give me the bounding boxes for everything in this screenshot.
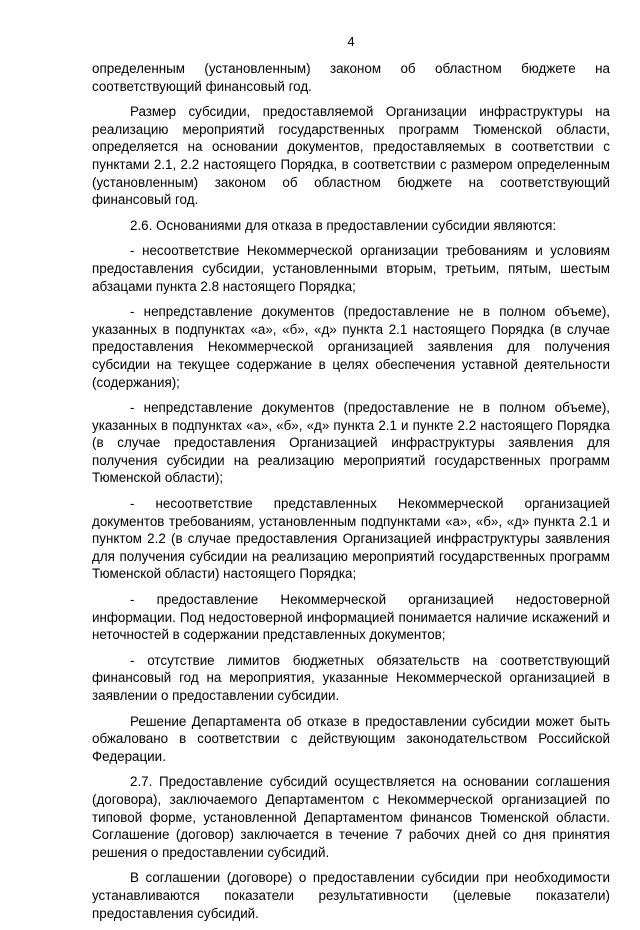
list-item: - непредставление документов (предоставление не в полном объеме), указанных в подпунктах «а», «б», «д» пункта 2.1 и пункте 2.2 настоящего Порядка (в случае предоставления Организацией инфраструктуры заявления для получения субсидии на реализацию мероприятий государственных программ Тюменской области); (92, 400, 610, 486)
paragraph: Размер субсидии, предоставляемой Организации инфраструктуры на реализацию мероприятий государственных программ Тюменской области, определяется на основании документов, предоставляемых в соответствии с пунктами 2.1, 2.2 настоящего Порядка, в соответствии с размером определенным (установленным) законом об областном бюджете на соответствующий финансовый год. (92, 104, 610, 208)
list-item: - отсутствие лимитов бюджетных обязательств на соответствующий финансовый год на мероприятия, указанные Некоммерческой организацией в заявлении о предоставлении субсидии. (92, 652, 610, 703)
paragraph: 2.7. Предоставление субсидий осуществляется на основании соглашения (договора), заключаемого Департаментом с Некоммерческой организацией по типовой форме, установленной Департаментом финансов Тюменской области. Соглашение (договор) заключается в течение 7 рабочих дней со дня принятия решения о предоставлении субсидий. (92, 774, 610, 860)
paragraph: определенным (установленным) законом об областном бюджете на соответствующий финансовый год. (92, 61, 610, 94)
paragraph: В соглашении (договоре) о предоставлении субсидии при необходимости устанавливаются показатели результативности (целевые показатели) предоставления субсидий. (92, 870, 610, 921)
paragraph: 2.6. Основаниями для отказа в предоставлении субсидии являются: (130, 217, 557, 233)
list-item: - несоответствие Некоммерческой организации требованиям и условиям предоставления субсидии, установленными вторым, третьим, пятым, шестым абзацами пункта 2.8 настоящего Порядка; (92, 243, 610, 294)
paragraph: Решение Департамента об отказе в предоставлении субсидии может быть обжаловано в соответствии с действующим законодательством Российской Федерации. (92, 713, 610, 764)
list-item: - предоставление Некоммерческой организацией недостоверной информации. Под недостоверной информацией понимается наличие искажений и неточностей в содержании представленных документов; (92, 592, 610, 643)
page-number: 4 (347, 34, 355, 49)
list-item: - непредставление документов (предоставление не в полном объеме), указанных в подпунктах «а», «б», «д» пункта 2.1 настоящего Порядка (в случае предоставления Некоммерческой организацией заявления для получения субсидии на текущее содержание в целях обеспечения уставной деятельности (содержания); (92, 304, 610, 390)
document-body (92, 60, 610, 930)
list-item: - несоответствие представленных Некоммерческой организацией документов требованиям, установленным подпунктами «а», «б», «д» пункта 2.1 и пунктом 2.2 (в случае предоставления Организацией инфраструктуры заявления для получения субсидии на реализацию мероприятий государственных программ Тюменской области) настоящего Порядка; (92, 496, 610, 582)
